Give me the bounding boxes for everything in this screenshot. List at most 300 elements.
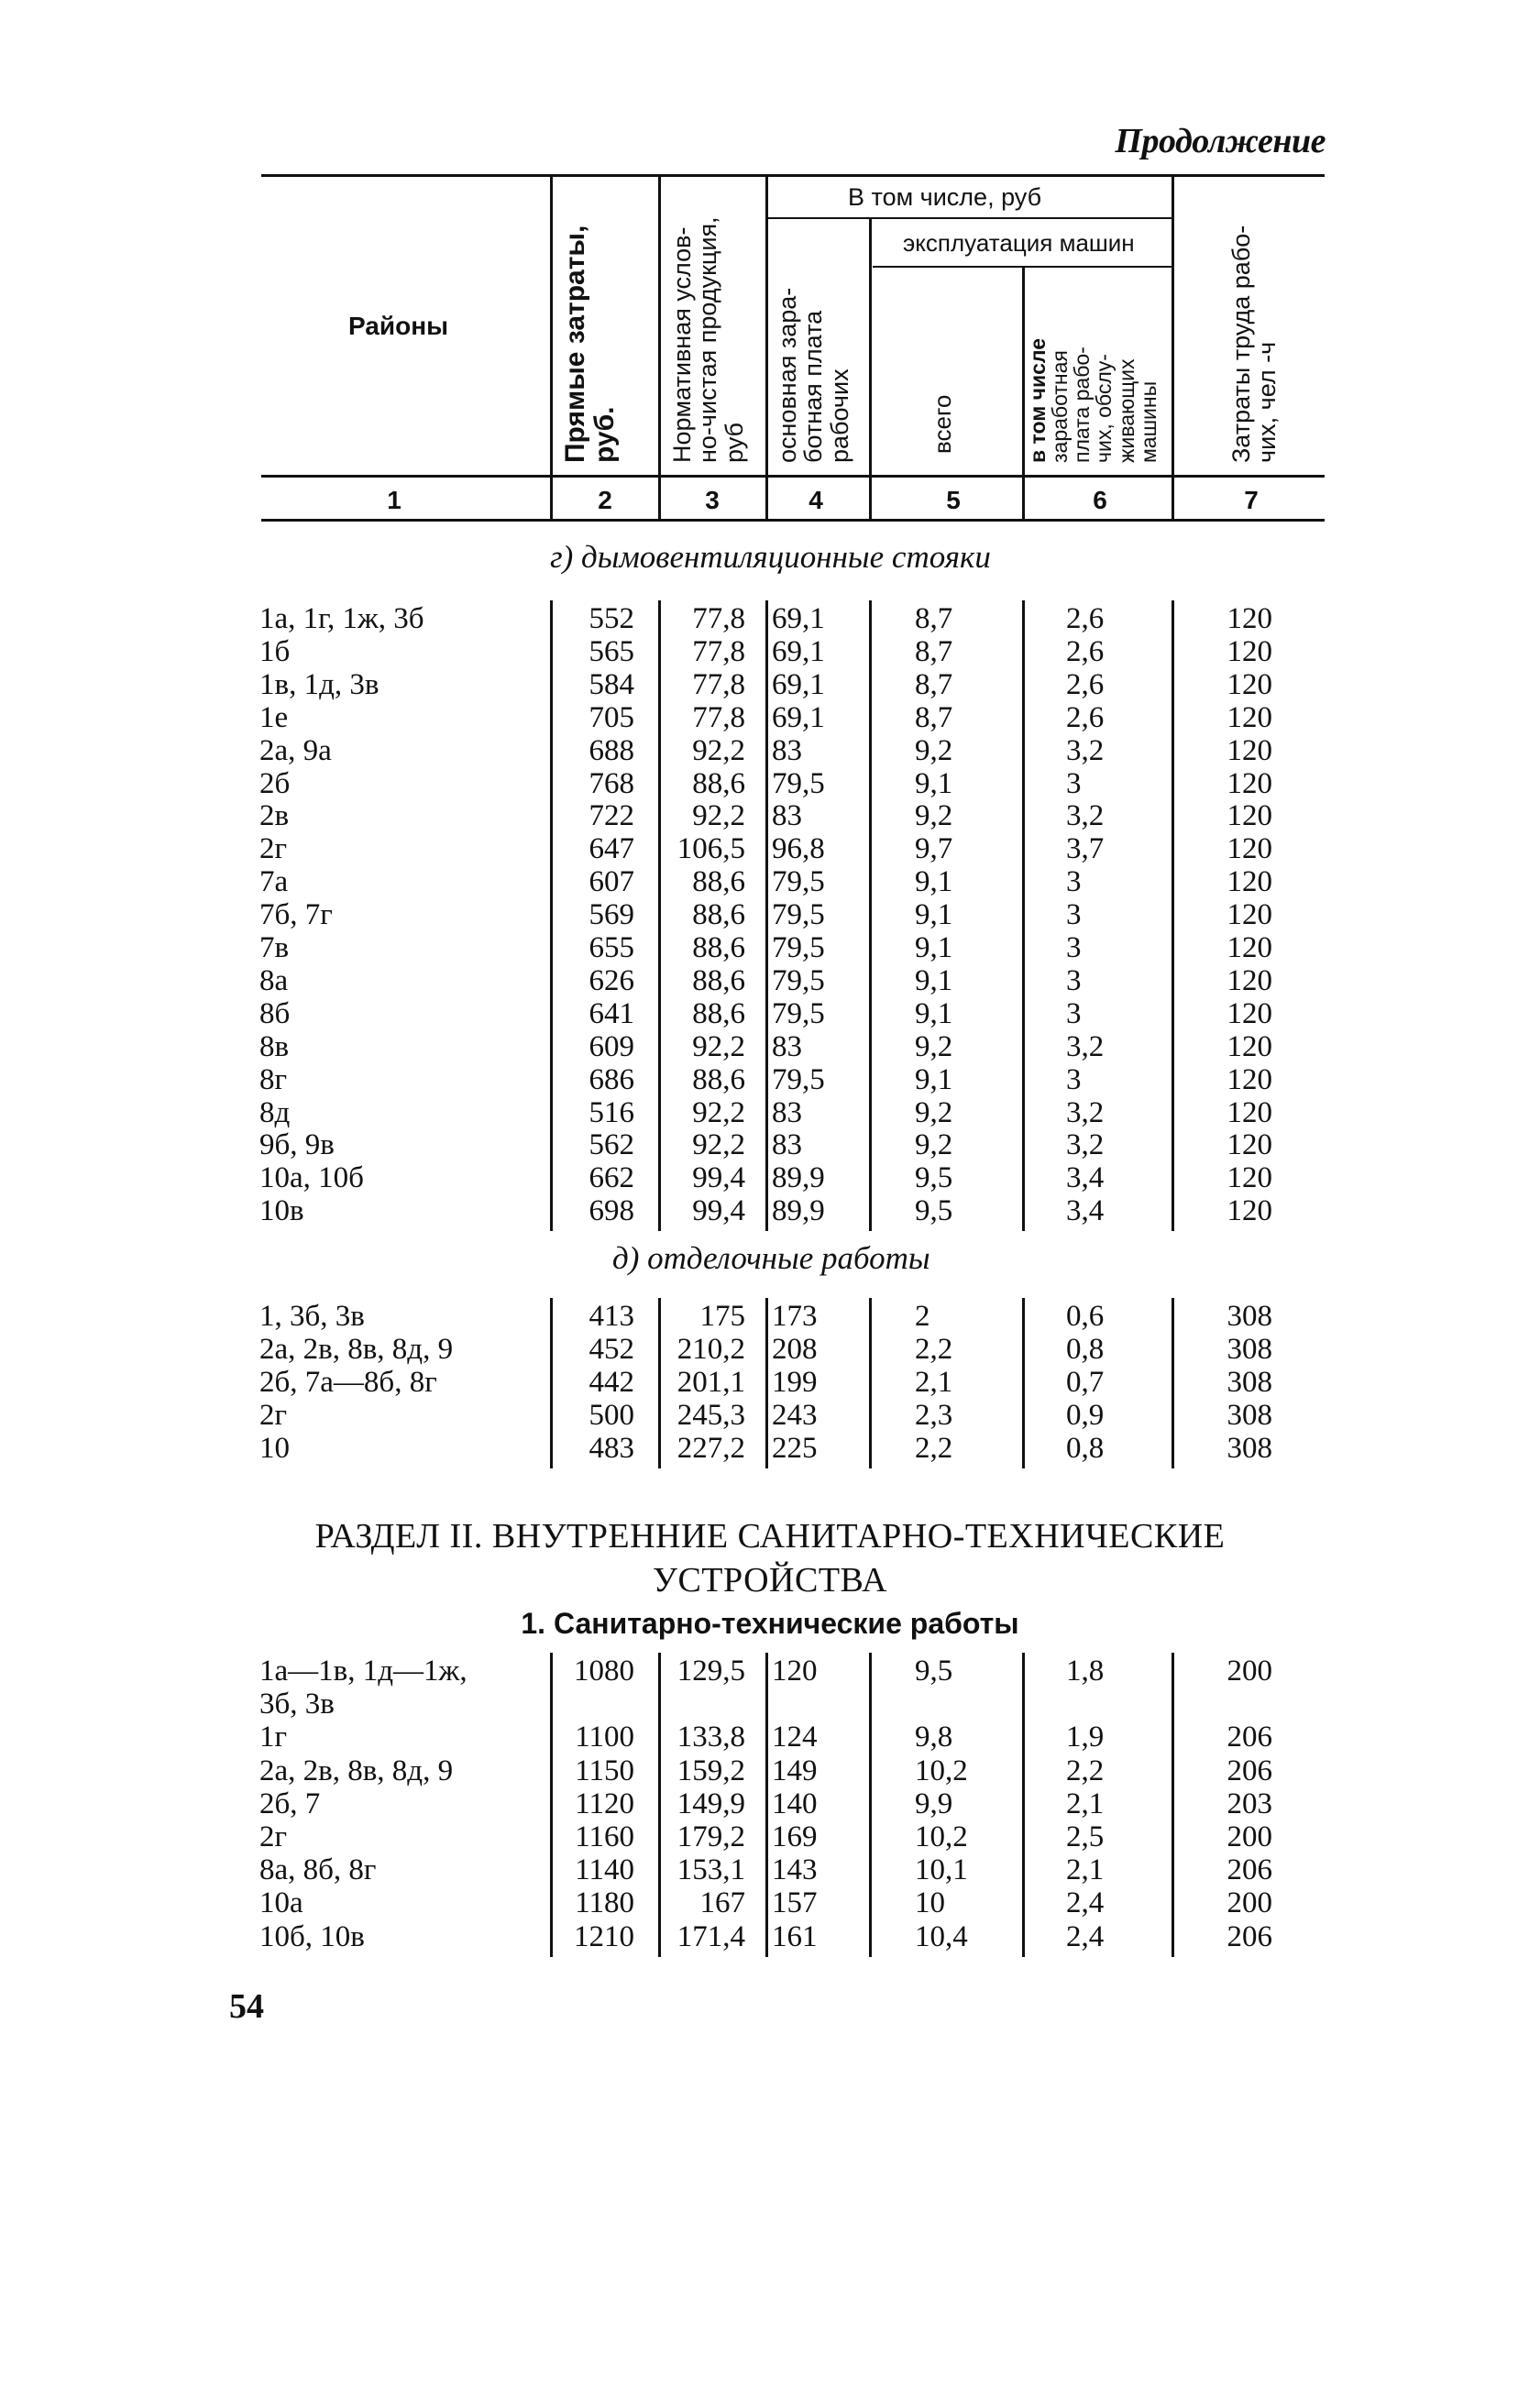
- section-g-cell-col7: 120: [1226, 931, 1272, 964]
- section-g-cell-col2: 647: [588, 832, 634, 866]
- section-d-cell-col2: 500: [588, 1398, 634, 1432]
- hdr-vline-2: [658, 177, 661, 522]
- table-row: [0, 635, 1540, 668]
- section-s-cell-col2: 1080: [574, 1655, 634, 1688]
- section-g-cell-col1: 8д: [259, 1095, 291, 1129]
- section-g-cell-col6: 3: [1066, 766, 1082, 800]
- page-number: 54: [229, 1987, 264, 2026]
- section-g-cell-col5: 8,7: [915, 667, 953, 701]
- column-number-4: 4: [808, 486, 823, 514]
- section-s-cell-col7: 206: [1226, 1754, 1272, 1787]
- section-d-cell-col4: 199: [772, 1365, 818, 1399]
- section-g-cell-col3: 106,5: [676, 832, 745, 866]
- section-g-cell-col6: 3: [1066, 865, 1082, 899]
- section-g-cell-col3: 88,6: [692, 766, 745, 800]
- section-s-cell-col3: 129,5: [676, 1655, 745, 1688]
- section-g-cell-col7: 120: [1226, 996, 1272, 1030]
- section-g-cell-col4: 69,1: [772, 634, 825, 668]
- section-s-cell-col6: 2,4: [1066, 1886, 1105, 1920]
- section-g-cell-col1: 2г: [259, 832, 288, 866]
- section-s-cell-col1: 8а, 8б, 8г: [259, 1853, 377, 1887]
- section-g-cell-col6: 3,4: [1066, 1161, 1105, 1195]
- section-g-cell-col7: 120: [1226, 1029, 1272, 1063]
- section-g-cell-col2: 562: [588, 1128, 634, 1162]
- section-g-cell-col3: 88,6: [692, 865, 745, 899]
- section-g-cell-col2: 626: [588, 963, 634, 997]
- section-s-cell-col2: 1180: [575, 1886, 634, 1920]
- section-s-vline-3: [765, 1653, 768, 1957]
- section-g-cell-col2: 609: [588, 1029, 634, 1063]
- header-direct-costs: Прямые затраты, руб.: [560, 225, 620, 463]
- section-g-cell-col1: 7а: [259, 865, 289, 899]
- section-g-cell-col1: 10в: [259, 1194, 304, 1228]
- section-g-cell-col3: 88,6: [692, 898, 745, 932]
- section-d-cell-col3: 227,2: [676, 1431, 745, 1465]
- section-s-cell-col7: 206: [1226, 1721, 1272, 1754]
- section-g-cell-col6: 3,7: [1066, 832, 1105, 866]
- section-g-cell-col4: 69,1: [772, 602, 825, 635]
- section-s-cell-col6: 1,9: [1066, 1721, 1105, 1754]
- table-row: [0, 1096, 1540, 1129]
- section-g-cell-col4: 89,9: [772, 1161, 825, 1195]
- header-machines-group: эксплуатация машин: [903, 229, 1135, 257]
- section-g-cell-col7: 120: [1226, 1194, 1272, 1228]
- section-g-cell-col6: 3: [1066, 1062, 1082, 1096]
- section-g-cell-col4: 83: [772, 1029, 802, 1063]
- table-row: [0, 1063, 1540, 1096]
- section-g-cell-col2: 569: [588, 898, 634, 932]
- section-g-cell-col2: 655: [588, 931, 634, 964]
- section-g-cell-col3: 88,6: [692, 963, 745, 997]
- section-d-cell-col1: 2г: [259, 1398, 288, 1432]
- section-g-cell-col5: 9,2: [915, 733, 953, 767]
- section-s-cell-col2: 1150: [575, 1754, 634, 1787]
- table-row: [0, 997, 1540, 1030]
- section-s-cell-col7: 206: [1226, 1853, 1272, 1887]
- section-d-cell-col7: 308: [1226, 1365, 1272, 1399]
- section-d-cell-col7: 308: [1226, 1300, 1272, 1333]
- section-s-cell-col7: 206: [1226, 1919, 1272, 1953]
- section-d-cell-col3: 210,2: [676, 1332, 745, 1366]
- section-g-cell-col3: 77,8: [692, 667, 745, 701]
- section-g-cell-col4: 83: [772, 799, 802, 833]
- section-s-cell-col7: 200: [1226, 1886, 1272, 1920]
- table-row: [0, 964, 1540, 997]
- section-d-cell-col1: 1, 3б, 3в: [259, 1300, 365, 1333]
- section-s-cell-col3: 179,2: [676, 1820, 745, 1853]
- section-s-cell-col5: 9,5: [915, 1655, 953, 1688]
- section-d-cell-col5: 2,2: [915, 1431, 953, 1465]
- table-row: [0, 1820, 1540, 1853]
- section-g-vline-6: [1172, 600, 1174, 1231]
- section-s-cell-col3: 167: [699, 1886, 745, 1920]
- section-s-cell-col3: 159,2: [676, 1754, 745, 1787]
- table-row: [0, 1030, 1540, 1063]
- section-d-cell-col7: 308: [1226, 1332, 1272, 1366]
- section-g-cell-col1: 10а, 10б: [259, 1161, 364, 1195]
- header-normative: Нормативная услов- но-чистая продукция, руб: [668, 216, 748, 463]
- razdel-subtitle: 1. Санитарно-технические работы: [521, 1607, 1019, 1640]
- razdel-title-line2: УСТРОЙСТВА: [653, 1561, 887, 1600]
- section-d-cell-col6: 0,8: [1066, 1431, 1105, 1465]
- section-s-cell-col4: 124: [772, 1721, 818, 1754]
- section-g-cell-col4: 69,1: [772, 667, 825, 701]
- section-g-cell-col1: 1е: [259, 700, 289, 734]
- hdr-vline-6: [1172, 177, 1174, 522]
- table-row: [0, 898, 1540, 931]
- section-g-cell-col7: 120: [1226, 667, 1272, 701]
- column-number-5: 5: [946, 486, 961, 514]
- section-s-cell-col7: 200: [1226, 1820, 1272, 1853]
- table-row: [0, 1333, 1540, 1366]
- section-g-cell-col6: 3,2: [1066, 733, 1105, 767]
- column-number-2: 2: [598, 486, 612, 514]
- section-g-cell-col4: 79,5: [772, 898, 825, 932]
- section-d-cell-col4: 243: [772, 1398, 818, 1432]
- section-d-cell-col4: 208: [772, 1332, 818, 1366]
- section-s-cell-col2: 1210: [574, 1919, 634, 1953]
- section-d-vline-4: [869, 1298, 872, 1468]
- table-row: [0, 734, 1540, 767]
- section-g-cell-col3: 92,2: [692, 1128, 745, 1162]
- hdr-vline-1: [550, 177, 553, 522]
- section-g-cell-col1: 8в: [259, 1029, 290, 1063]
- section-s-cell-col4: 120: [772, 1655, 818, 1688]
- section-s-cell-col2: 1160: [575, 1820, 634, 1853]
- section-s-cell-col3: 171,4: [676, 1919, 745, 1953]
- section-g-cell-col2: 705: [588, 700, 634, 734]
- section-g-cell-col3: 88,6: [692, 931, 745, 964]
- section-s-cell-col1: 2г: [259, 1820, 288, 1853]
- section-s-cell-col5: 10,2: [915, 1754, 968, 1787]
- section-s-vline-6: [1172, 1653, 1174, 1957]
- section-g-cell-col5: 8,7: [915, 634, 953, 668]
- column-number-6: 6: [1093, 486, 1107, 514]
- section-g-cell-col7: 120: [1226, 1062, 1272, 1096]
- section-g-cell-col6: 3,2: [1066, 1029, 1105, 1063]
- section-s-cell-col1: 10б, 10в: [259, 1919, 365, 1953]
- table-row: [0, 799, 1540, 832]
- section-g-cell-col5: 8,7: [915, 700, 953, 734]
- hdr-vline-4: [869, 219, 872, 522]
- section-s-cell-col6: 2,1: [1066, 1853, 1105, 1887]
- section-s-vline-2: [658, 1653, 661, 1957]
- section-g-cell-col2: 722: [588, 799, 634, 833]
- section-d-cell-col5: 2,2: [915, 1332, 953, 1366]
- section-d-cell-col2: 483: [588, 1431, 634, 1465]
- section-s-cell-col7: 200: [1226, 1655, 1272, 1688]
- section-g-cell-col6: 3: [1066, 931, 1082, 964]
- razdel-title-line1: РАЗДЕЛ II. ВНУТРЕННИЕ САНИТАРНО-ТЕХНИЧЕСКИЕ: [314, 1517, 1226, 1556]
- table-row: [0, 1300, 1540, 1333]
- section-d-vline-2: [658, 1298, 661, 1468]
- section-g-cell-col4: 79,5: [772, 766, 825, 800]
- section-s-cell-col6: 2,1: [1066, 1787, 1105, 1820]
- header-incl-wage: в том числе заработная плата рабо- чих, обслу- живающих машины: [1026, 337, 1160, 463]
- section-g-vline-3: [765, 600, 768, 1231]
- section-d-vline-3: [765, 1298, 768, 1468]
- section-g-cell-col1: 2в: [259, 799, 290, 833]
- hdr-vline-3: [765, 177, 768, 522]
- section-g-cell-col6: 3,2: [1066, 799, 1105, 833]
- table-row: [0, 1787, 1540, 1820]
- section-d-cell-col5: 2: [915, 1300, 930, 1333]
- section-g-cell-col6: 3,4: [1066, 1194, 1105, 1228]
- section-s-cell-col1: 2б, 7: [259, 1787, 321, 1820]
- section-g-cell-col5: 9,1: [915, 963, 953, 997]
- header-base-wage: основная зара- ботная плата рабочих: [774, 287, 853, 463]
- section-g-cell-col6: 3: [1066, 996, 1082, 1030]
- table-row: [0, 1886, 1540, 1919]
- section-s-cell-col3: 153,1: [676, 1853, 745, 1887]
- section-s-cell-col1: 3б, 3в: [259, 1688, 335, 1721]
- section-s-cell-col6: 2,5: [1066, 1820, 1105, 1853]
- section-g-cell-col3: 99,4: [692, 1194, 745, 1228]
- section-d-title: д) отделочные работы: [612, 1240, 930, 1276]
- section-g-cell-col7: 120: [1226, 832, 1272, 866]
- section-d-vline-1: [550, 1298, 553, 1468]
- section-d-cell-col6: 0,9: [1066, 1398, 1105, 1432]
- section-g-cell-col7: 120: [1226, 865, 1272, 899]
- section-g-cell-col3: 77,8: [692, 700, 745, 734]
- table-row: [0, 701, 1540, 734]
- header-incl-group: В том числе, руб: [848, 183, 1042, 211]
- section-g-cell-col2: 698: [588, 1194, 634, 1228]
- section-s-cell-col6: 2,2: [1066, 1754, 1105, 1787]
- section-g-cell-col5: 9,5: [915, 1194, 953, 1228]
- section-s-cell-col4: 157: [772, 1886, 818, 1920]
- table-row: [0, 865, 1540, 898]
- section-g-cell-col1: 2а, 9а: [259, 733, 332, 767]
- section-g-cell-col3: 88,6: [692, 996, 745, 1030]
- section-g-cell-col2: 584: [588, 667, 634, 701]
- table-row: [0, 1721, 1540, 1754]
- section-g-title: г) дымовентиляционные стояки: [550, 539, 991, 575]
- section-g-cell-col2: 686: [588, 1062, 634, 1096]
- section-g-cell-col7: 120: [1226, 733, 1272, 767]
- section-g-cell-col7: 120: [1226, 898, 1272, 932]
- section-g-cell-col3: 92,2: [692, 1095, 745, 1129]
- section-g-cell-col2: 565: [588, 634, 634, 668]
- header-region: Районы: [348, 312, 449, 340]
- section-g-cell-col5: 9,1: [915, 766, 953, 800]
- section-g-cell-col4: 83: [772, 1128, 802, 1162]
- section-g-cell-col5: 9,7: [915, 832, 953, 866]
- section-g-cell-col1: 1в, 1д, 3в: [259, 667, 380, 701]
- section-g-cell-col6: 3,2: [1066, 1095, 1105, 1129]
- section-d-cell-col1: 10: [259, 1431, 290, 1465]
- table-row: [0, 767, 1540, 800]
- header-top-rule: [261, 174, 1325, 177]
- section-d-cell-col6: 0,7: [1066, 1365, 1105, 1399]
- table-row: [0, 1432, 1540, 1465]
- section-g-cell-col7: 120: [1226, 1095, 1272, 1129]
- section-d-cell-col7: 308: [1226, 1431, 1272, 1465]
- column-number-3: 3: [705, 486, 720, 514]
- section-s-cell-col5: 9,9: [915, 1787, 953, 1820]
- section-s-cell-col7: 203: [1226, 1787, 1272, 1820]
- header-bottom-rule: [261, 475, 1325, 478]
- section-g-cell-col7: 120: [1226, 1161, 1272, 1195]
- section-d-cell-col1: 2б, 7а—8б, 8г: [259, 1365, 437, 1399]
- section-d-cell-col6: 0,6: [1066, 1300, 1105, 1333]
- section-s-cell-col5: 10,4: [915, 1919, 968, 1953]
- section-s-cell-col1: 10а: [259, 1886, 303, 1920]
- section-g-cell-col3: 77,8: [692, 602, 745, 635]
- section-g-cell-col4: 96,8: [772, 832, 825, 866]
- section-g-cell-col2: 516: [588, 1095, 634, 1129]
- section-s-cell-col5: 10: [915, 1886, 945, 1920]
- section-s-cell-col2: 1120: [575, 1787, 634, 1820]
- section-g-cell-col6: 3: [1066, 898, 1082, 932]
- table-row: [0, 1688, 1540, 1721]
- section-g-cell-col5: 9,5: [915, 1161, 953, 1195]
- section-g-cell-col1: 7в: [259, 931, 290, 964]
- section-s-cell-col5: 9,8: [915, 1721, 953, 1754]
- section-g-cell-col5: 9,2: [915, 1029, 953, 1063]
- hdr-vline-5: [1022, 268, 1025, 522]
- section-g-cell-col5: 9,1: [915, 931, 953, 964]
- section-g-cell-col2: 641: [588, 996, 634, 1030]
- section-g-vline-2: [658, 600, 661, 1231]
- incl-group-rule: [768, 217, 1172, 219]
- section-g-cell-col4: 79,5: [772, 1062, 825, 1096]
- section-g-cell-col4: 69,1: [772, 700, 825, 734]
- section-g-cell-col5: 9,2: [915, 1095, 953, 1129]
- section-s-cell-col3: 149,9: [676, 1787, 745, 1820]
- section-g-cell-col1: 8б: [259, 996, 291, 1030]
- section-g-cell-col6: 2,6: [1066, 700, 1105, 734]
- section-d-cell-col4: 173: [772, 1300, 818, 1333]
- section-g-cell-col1: 9б, 9в: [259, 1128, 335, 1162]
- section-g-cell-col4: 83: [772, 1095, 802, 1129]
- section-g-vline-4: [869, 600, 872, 1231]
- section-g-cell-col7: 120: [1226, 634, 1272, 668]
- section-g-cell-col2: 662: [588, 1161, 634, 1195]
- section-s-cell-col1: 2а, 2в, 8в, 8д, 9: [259, 1754, 454, 1787]
- section-s-cell-col4: 149: [772, 1754, 818, 1787]
- section-g-cell-col1: 1б: [259, 634, 291, 668]
- section-d-cell-col1: 2а, 2в, 8в, 8д, 9: [259, 1332, 454, 1366]
- section-g-cell-col5: 9,1: [915, 898, 953, 932]
- table-row: [0, 1161, 1540, 1194]
- section-d-cell-col4: 225: [772, 1431, 818, 1465]
- table-row: [0, 602, 1540, 635]
- section-d-vline-5: [1022, 1298, 1025, 1468]
- section-g-cell-col5: 9,2: [915, 1128, 953, 1162]
- section-s-cell-col1: 1г: [259, 1721, 288, 1754]
- section-s-vline-4: [869, 1653, 872, 1957]
- section-s-cell-col2: 1100: [575, 1721, 634, 1754]
- section-d-cell-col5: 2,3: [915, 1398, 953, 1432]
- section-s-cell-col4: 140: [772, 1787, 818, 1820]
- table-row: [0, 832, 1540, 865]
- section-g-cell-col6: 3: [1066, 963, 1082, 997]
- section-g-cell-col5: 9,1: [915, 996, 953, 1030]
- section-g-cell-col4: 79,5: [772, 865, 825, 899]
- section-g-cell-col3: 77,8: [692, 634, 745, 668]
- section-g-cell-col4: 79,5: [772, 996, 825, 1030]
- section-g-cell-col2: 607: [588, 865, 634, 899]
- section-g-cell-col4: 89,9: [772, 1194, 825, 1228]
- table-row: [0, 1655, 1540, 1688]
- section-s-cell-col5: 10,2: [915, 1820, 968, 1853]
- section-d-cell-col2: 442: [588, 1365, 634, 1399]
- section-g-cell-col6: 3,2: [1066, 1128, 1105, 1162]
- section-d-cell-col5: 2,1: [915, 1365, 953, 1399]
- section-g-cell-col6: 2,6: [1066, 634, 1105, 668]
- section-d-cell-col7: 308: [1226, 1398, 1272, 1432]
- section-g-cell-col6: 2,6: [1066, 667, 1105, 701]
- section-g-cell-col2: 768: [588, 766, 634, 800]
- section-g-cell-col4: 79,5: [772, 963, 825, 997]
- section-g-cell-col7: 120: [1226, 1128, 1272, 1162]
- section-g-cell-col4: 83: [772, 733, 802, 767]
- section-g-cell-col1: 1а, 1г, 1ж, 3б: [259, 602, 424, 635]
- section-s-cell-col1: 1а—1в, 1д—1ж,: [259, 1655, 468, 1688]
- column-number-7: 7: [1244, 486, 1259, 514]
- header-total: всего: [929, 394, 956, 454]
- section-g-cell-col5: 8,7: [915, 602, 953, 635]
- section-g-cell-col1: 8а: [259, 963, 289, 997]
- section-g-cell-col1: 2б: [259, 766, 291, 800]
- section-g-cell-col7: 120: [1226, 963, 1272, 997]
- section-s-cell-col3: 133,8: [676, 1721, 745, 1754]
- section-g-cell-col1: 7б, 7г: [259, 898, 333, 932]
- column-number-1: 1: [387, 486, 402, 514]
- section-s-cell-col6: 1,8: [1066, 1655, 1105, 1688]
- section-d-cell-col6: 0,8: [1066, 1332, 1105, 1366]
- section-g-cell-col2: 552: [588, 602, 634, 635]
- section-s-cell-col4: 169: [772, 1820, 818, 1853]
- section-g-vline-1: [550, 600, 553, 1231]
- section-g-cell-col7: 120: [1226, 700, 1272, 734]
- section-s-cell-col2: 1140: [575, 1853, 634, 1887]
- section-g-cell-col7: 120: [1226, 766, 1272, 800]
- section-d-vline-6: [1172, 1298, 1174, 1468]
- table-row: [0, 1853, 1540, 1886]
- section-g-cell-col5: 9,2: [915, 799, 953, 833]
- header-labor: Затраты труда рабо- чих, чел -ч: [1227, 225, 1282, 463]
- section-g-cell-col4: 79,5: [772, 931, 825, 964]
- section-g-cell-col7: 120: [1226, 602, 1272, 635]
- section-g-cell-col5: 9,1: [915, 865, 953, 899]
- continuation-label: Продолжение: [1115, 122, 1326, 160]
- section-g-cell-col3: 99,4: [692, 1161, 745, 1195]
- section-d-cell-col2: 413: [588, 1300, 634, 1333]
- section-s-cell-col6: 2,4: [1066, 1919, 1105, 1953]
- section-d-cell-col3: 175: [699, 1300, 745, 1333]
- section-g-cell-col3: 92,2: [692, 1029, 745, 1063]
- table-row: [0, 668, 1540, 701]
- section-s-cell-col5: 10,1: [915, 1853, 968, 1887]
- section-g-cell-col6: 2,6: [1066, 602, 1105, 635]
- section-g-cell-col2: 688: [588, 733, 634, 767]
- section-g-cell-col5: 9,1: [915, 1062, 953, 1096]
- section-g-vline-5: [1022, 600, 1025, 1231]
- table-row: [0, 1754, 1540, 1787]
- table-row: [0, 1366, 1540, 1399]
- section-s-vline-1: [550, 1653, 553, 1957]
- section-s-cell-col4: 143: [772, 1853, 818, 1887]
- section-s-cell-col4: 161: [772, 1919, 818, 1953]
- table-row: [0, 931, 1540, 964]
- colnum-bottom-rule: [261, 519, 1325, 522]
- section-d-cell-col3: 201,1: [676, 1365, 745, 1399]
- table-row: [0, 1128, 1540, 1161]
- section-s-vline-5: [1022, 1653, 1025, 1957]
- section-g-cell-col7: 120: [1226, 799, 1272, 833]
